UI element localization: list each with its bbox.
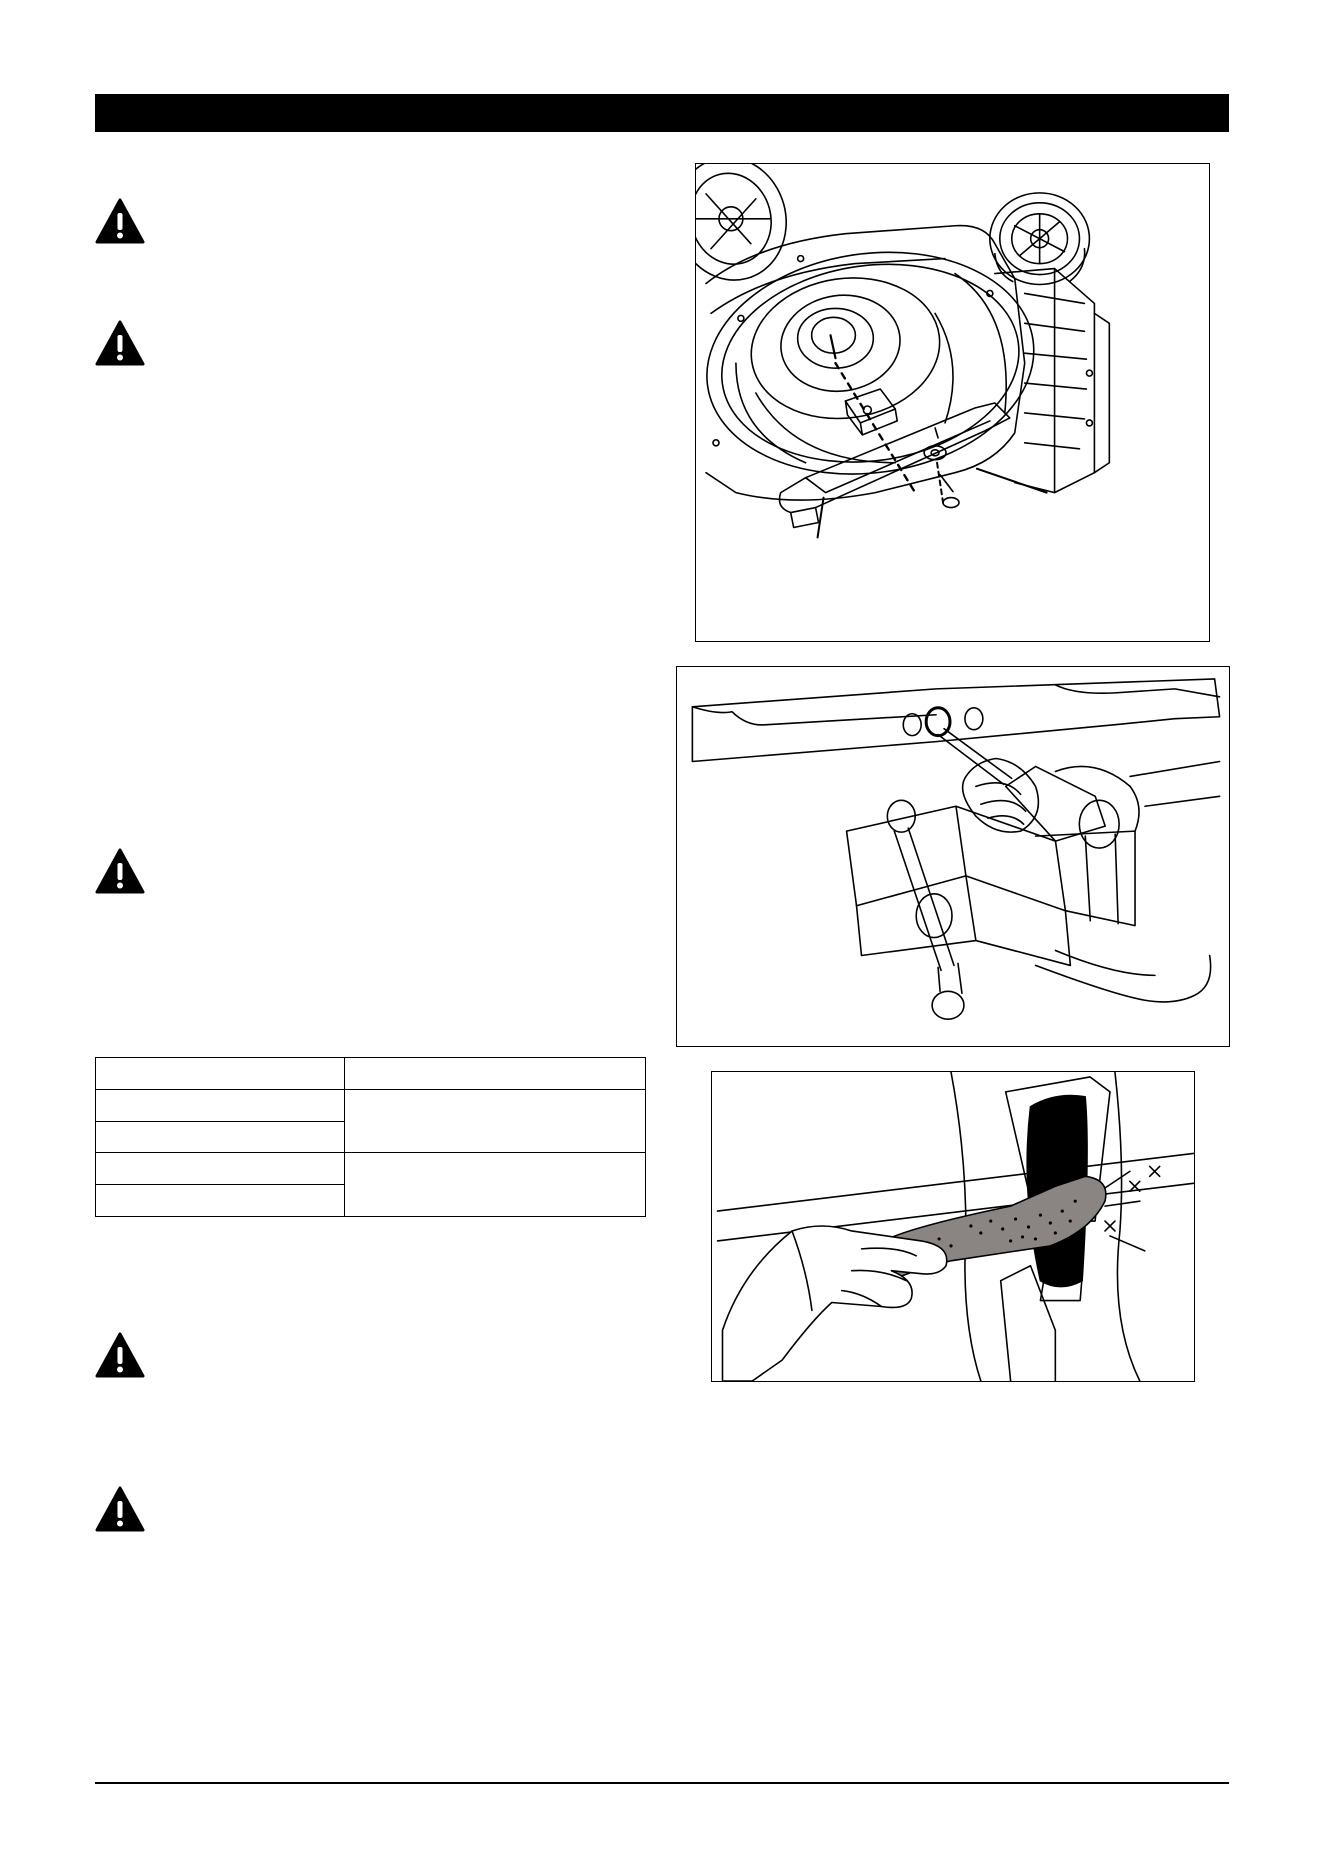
- blade-sharpening-grinder-figure: [711, 1071, 1195, 1382]
- warning-triangle-icon: [95, 848, 145, 894]
- warning-triangle-icon: [95, 320, 145, 366]
- table-cell: [345, 1089, 646, 1153]
- blade-bolt: [924, 446, 959, 508]
- mower-wheel-left: [696, 164, 800, 293]
- table-row: [96, 1058, 646, 1090]
- bench-vise: [847, 762, 1220, 1020]
- warning-triangle-icon: [95, 198, 145, 244]
- table-row: [96, 1153, 646, 1185]
- table-cell: [345, 1153, 646, 1217]
- spec-table: [95, 1057, 646, 1217]
- table-cell: [345, 1058, 646, 1090]
- footer-rule: [95, 1782, 1229, 1784]
- table-cell: [96, 1089, 345, 1121]
- table-row: [96, 1089, 646, 1121]
- table-cell: [96, 1058, 345, 1090]
- mower-underside-blade-removal-figure: [695, 163, 1210, 642]
- blade-in-vise-figure: [676, 666, 1230, 1047]
- table-cell: [96, 1121, 345, 1153]
- mower-wheel-right: [990, 193, 1090, 285]
- blade-adapter: [845, 389, 897, 435]
- table-cell: [96, 1153, 345, 1185]
- warning-triangle-icon: [95, 1486, 145, 1532]
- section-header-bar: [95, 94, 1229, 132]
- table-cell: [96, 1185, 345, 1217]
- hand-holding-blade: [722, 1226, 946, 1381]
- warning-triangle-icon: [95, 1332, 145, 1378]
